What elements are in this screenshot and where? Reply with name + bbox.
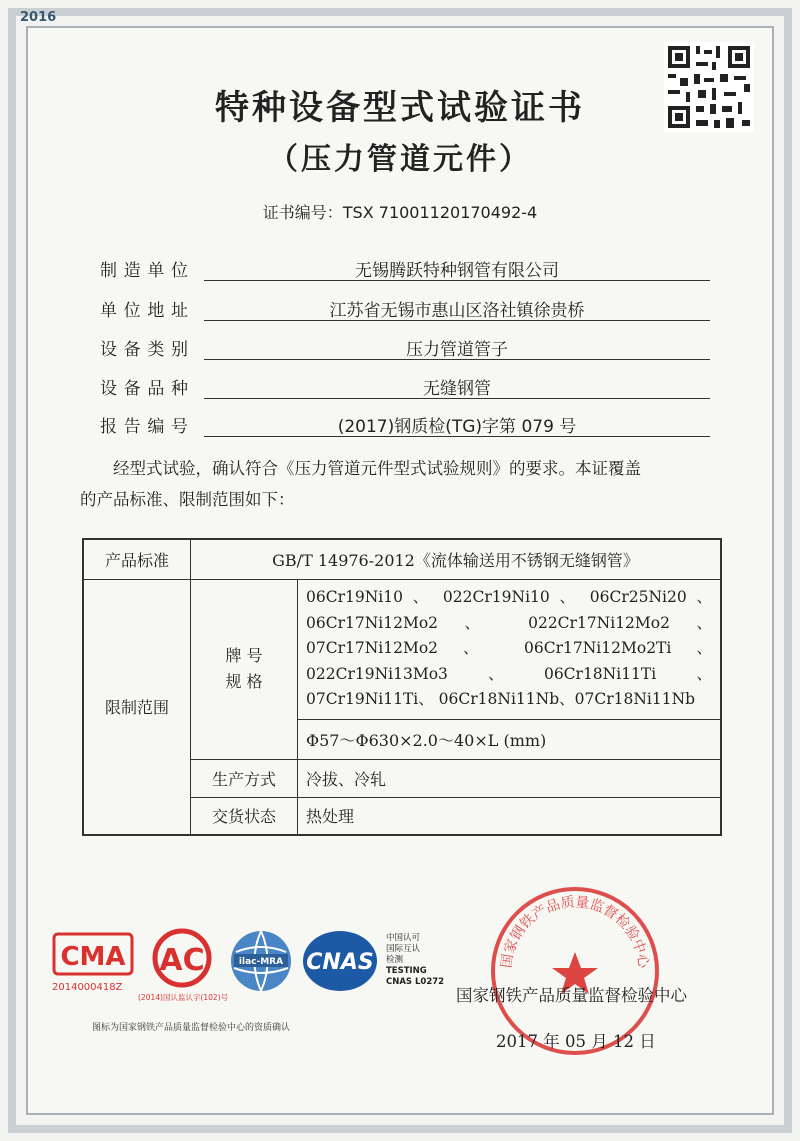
field-label: 报告编号 <box>100 417 192 437</box>
statement-line-2: 的产品标准、限制范围如下： <box>80 490 295 509</box>
ac-logo <box>138 928 229 1008</box>
field-label: 设备类别 <box>100 340 192 360</box>
ilac-logo <box>228 928 294 1008</box>
year-badge: 2016 <box>20 10 57 25</box>
table-row <box>83 539 721 579</box>
field-equipment-variety <box>100 370 720 400</box>
limitation-table <box>82 538 722 836</box>
cma-text: CMA <box>60 942 126 972</box>
field-value: 压力管道管子 <box>204 335 710 360</box>
field-address <box>100 292 720 322</box>
cert-number-value: TSX 71001120170492-4 <box>342 203 538 222</box>
issue-date: 2017 年 05 月 12 日 <box>496 1032 656 1051</box>
cma-number: 2014000418Z <box>52 982 123 993</box>
field-label: 单位地址 <box>100 301 192 321</box>
logo-footnote: 图标为国家钢铁产品质量监督检验中心的资质确认 <box>92 1023 291 1033</box>
std-label: 产品标准 <box>83 539 191 579</box>
delivery-label: 交货状态 <box>191 797 298 835</box>
std-value: GB/T 14976-2012《流体输送用不锈钢无缝钢管》 <box>191 539 722 579</box>
issuing-authority: 国家钢铁产品质量监督检验中心 <box>456 986 687 1005</box>
spec-label: 规 格 <box>225 672 263 691</box>
table-row <box>83 579 721 719</box>
certificate-title: 特种设备型式试验证书 <box>215 88 585 128</box>
grade-spec-label <box>191 579 298 759</box>
process-value: 冷拔、冷轧 <box>298 759 722 797</box>
seal-text: 国家钢铁产品质量监督检验中心 <box>498 894 652 970</box>
certificate-number <box>0 200 800 223</box>
field-equipment-category <box>100 331 720 361</box>
delivery-value: 热处理 <box>298 797 722 835</box>
grade-label: 牌 号 <box>225 646 263 665</box>
grades-list: 06Cr19Ni10 、 022Cr19Ni10 、 06Cr25Ni20 、 06Cr17Ni12Mo2 、 022Cr17Ni12Mo2 、 07Cr17Ni12Mo2 、 06Cr17Ni12Mo2Ti 、 022Cr19Ni13Mo3、06Cr18Ni11Ti、07Cr19Ni11Ti、 06Cr18Ni11Nb、07Cr18Ni11Nb <box>298 579 722 719</box>
statement-line-1: 经型式试验，确认符合《压力管道元件型式试验规则》的要求。本证覆盖 <box>113 459 641 478</box>
cma-icon <box>52 928 134 978</box>
field-report-number <box>100 408 720 438</box>
cnas-caption-number: CNAS L0272 <box>386 977 445 987</box>
field-value: 江苏省无锡市惠山区洛社镇徐贵桥 <box>204 296 710 321</box>
field-value: 无锡腾跃特种钢管有限公司 <box>204 256 710 281</box>
cnas-caption-cn2: 国际互认 <box>386 944 421 954</box>
field-manufacturer <box>100 252 720 282</box>
cnas-logo <box>300 928 380 1008</box>
certificate-subtitle: （压力管道元件） <box>268 142 532 177</box>
cnas-caption-cn3: 检测 <box>386 955 404 965</box>
cnas-icon <box>300 928 380 994</box>
spec-value: Φ57～Φ630×2.0～40×L (mm) <box>298 719 722 759</box>
field-label: 制造单位 <box>100 261 192 281</box>
cnas-caption <box>386 933 444 988</box>
field-label: 设备品种 <box>100 379 192 399</box>
ilac-text: ilac-MRA <box>238 957 284 967</box>
cnas-text: CNAS <box>306 950 374 975</box>
cnas-caption-testing: TESTING <box>386 966 427 976</box>
process-label: 生产方式 <box>191 759 298 797</box>
cnas-caption-cn1: 中国认可 <box>386 933 421 943</box>
ac-number: (2014)国认监认字(102)号 <box>138 993 229 1002</box>
cert-number-label: 证书编号： <box>262 203 343 222</box>
field-value: (2017)钢质检(TG)字第 079 号 <box>204 412 710 437</box>
cma-logo <box>52 928 134 1008</box>
ilac-globe-icon <box>228 928 294 994</box>
svg-text:AC: AC <box>159 943 205 978</box>
field-value: 无缝钢管 <box>204 374 710 399</box>
range-label: 限制范围 <box>83 579 191 835</box>
ac-icon <box>142 928 222 988</box>
